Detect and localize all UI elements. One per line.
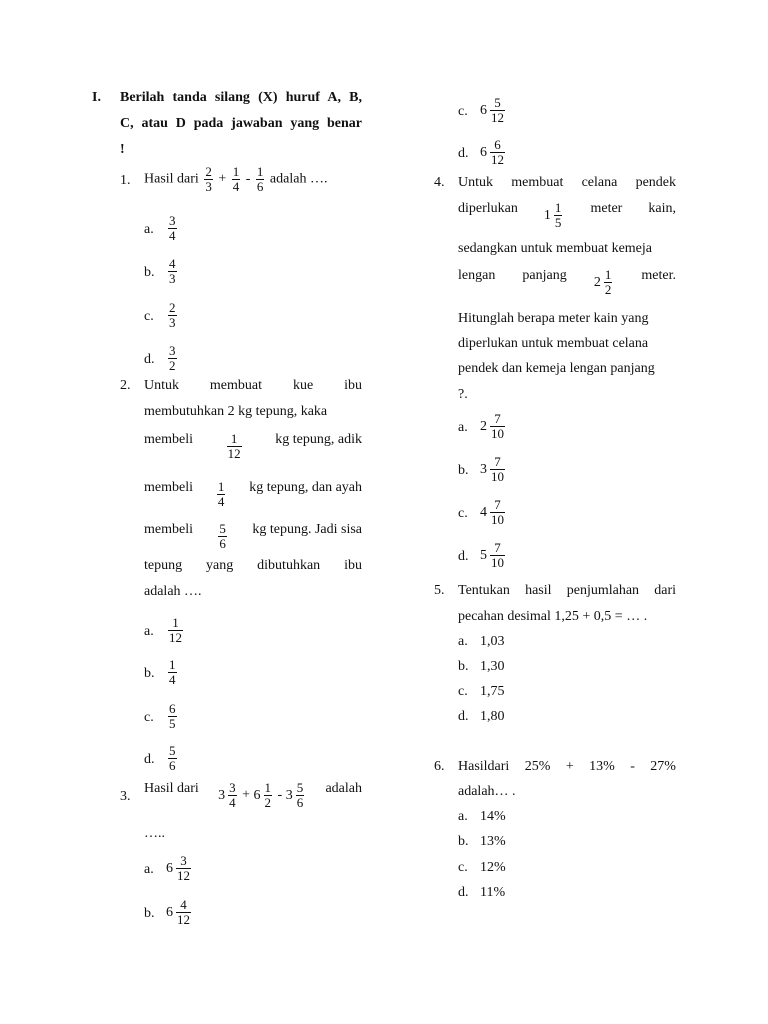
option-value [480,498,507,527]
text: 14% [480,809,506,824]
denominator: 12 [491,152,504,167]
text: panjang [522,268,567,283]
option-letter: b. [458,659,469,674]
denominator: 10 [491,426,504,441]
numerator: 7 [494,454,501,469]
option-value [166,344,179,373]
numerator: 3 [169,343,176,358]
denominator: 6 [296,795,304,810]
fraction [232,165,241,194]
question-number: 3. [120,789,131,804]
text: kg tepung. Jadi sisa [252,522,362,537]
text: 1,30 [480,659,505,674]
numerator: 2 [169,300,176,315]
numerator: 1 [172,615,179,630]
option-letter: a. [144,862,154,877]
numerator: 5 [169,743,176,758]
numerator: 1 [232,164,240,179]
numerator: 3 [180,853,187,868]
text: membeli [144,522,193,537]
fraction [217,480,226,509]
option-letter: b. [458,463,469,478]
fraction [176,854,191,883]
numerator: 5 [296,780,304,795]
denominator: 4 [217,494,225,509]
numerator: 7 [494,411,501,426]
option-letter: c. [144,710,154,725]
numerator: 7 [494,540,501,555]
text-line [144,480,362,509]
question-text-line [144,558,362,574]
question-text-line: membutuhkan 2 kg tepung, kaka [144,404,328,419]
option-letter: d. [458,885,469,900]
option-value [480,684,505,700]
word: membuat [209,378,263,393]
word: Untuk [144,378,179,393]
question-1-stem [144,165,327,194]
option-value [480,860,506,876]
option-value [166,744,179,773]
denominator: 4 [169,672,176,687]
option-value [480,96,507,125]
numerator: 1 [264,780,272,795]
numerator: 4 [180,897,187,912]
text: adalah [325,781,362,796]
question-text-line: pecahan desimal 1,25 + 0,5 = … . [458,609,648,624]
option-value [166,301,179,330]
denominator: 12 [491,110,504,125]
question-text-line: sedangkan untuk membuat kemeja [458,241,652,256]
question-text-line: adalah …. [144,584,202,599]
text: 13% [480,834,506,849]
option-letter: a. [458,420,468,435]
word: penjumlahan [566,583,640,598]
question-text-line [458,759,676,775]
numerator: 5 [219,521,226,536]
question-text-line: adalah… . [458,784,516,799]
mixed-number [480,412,507,441]
denominator: 4 [169,228,176,243]
option-letter: d. [458,709,469,724]
fraction [228,781,237,810]
denominator: 2 [264,795,272,810]
text: adalah …. [266,171,328,187]
option-letter: a. [144,222,154,237]
mixed-number [480,498,507,527]
fraction [168,616,183,645]
word: membuat [511,175,564,190]
text: 1,03 [480,634,505,649]
word: dibutuhkan [257,558,321,573]
question-text-line: diperlukan untuk membuat celana [458,336,649,351]
fraction [176,898,191,927]
word: - [630,759,635,774]
denominator: 12 [169,630,182,645]
word: yang [206,558,234,573]
whole-part: 3 [480,461,487,477]
question-text-line [144,378,362,394]
word: 27% [650,759,676,774]
text-line [458,268,676,297]
word: tepung [144,558,183,573]
fraction [554,201,563,230]
mixed-number [286,781,307,810]
text-line [458,201,676,230]
numerator: 6 [494,137,501,152]
mixed-number [218,781,239,810]
question-text-line: Hitunglah berapa meter kain yang [458,311,649,326]
option-letter: c. [458,506,468,521]
text-line [144,432,362,461]
numerator: 1 [217,479,225,494]
denominator: 3 [169,315,176,330]
numerator: 3 [169,213,176,228]
question-number: 4. [434,175,445,190]
option-value [480,455,507,484]
mixed-number [594,268,615,297]
whole-part: 5 [480,547,487,563]
denominator: 6 [169,758,176,773]
whole-part: 6 [166,860,173,876]
option-value [480,659,505,675]
denominator: 5 [169,716,176,731]
numerator: 6 [169,701,176,716]
word: + [565,759,574,774]
fraction [264,781,273,810]
option-letter: b. [144,906,155,921]
question-number: 1. [120,173,131,188]
option-value [480,709,505,725]
option-letter: b. [144,666,155,681]
option-value [480,809,506,825]
whole-part: 3 [285,787,293,803]
text: membeli [144,480,193,495]
question-number: 5. [434,583,445,598]
mixed-number [254,781,275,810]
mixed-number [166,854,193,883]
text: 1,80 [480,709,505,724]
fraction [604,268,613,297]
text: + [238,787,254,803]
whole-part: 6 [166,904,173,920]
denominator: 12 [177,868,190,883]
text: meter. [641,268,676,283]
option-letter: c. [458,860,468,875]
option-letter: a. [458,634,468,649]
fraction [204,165,213,194]
option-letter: b. [458,834,469,849]
question-text-line: ….. [144,826,165,841]
fraction [296,781,305,810]
option-letter: c. [458,104,468,119]
denominator: 6 [219,536,226,551]
question-text-line: pendek dan kemeja lengan panjang [458,361,655,376]
denominator: 12 [177,912,190,927]
numerator: 2 [205,164,212,179]
question-text-line: ?. [458,387,468,402]
denominator: 3 [205,179,212,194]
option-value [166,898,193,927]
word: 13% [589,759,615,774]
whole-part: 6 [480,102,487,118]
fraction [490,412,505,441]
denominator: 2 [604,282,612,297]
denominator: 10 [491,469,504,484]
mixed-number [480,455,507,484]
option-value [166,854,193,883]
numerator: 3 [229,780,236,795]
question-number: 6. [434,759,445,774]
option-letter: c. [458,684,468,699]
whole-part: 3 [218,787,226,803]
word: ibu [344,558,362,573]
option-value [166,616,185,645]
mixed-number [166,898,193,927]
fraction [168,702,177,731]
text: 1,75 [480,684,505,699]
denominator: 12 [227,446,241,461]
fraction [490,455,505,484]
question-number: 2. [120,378,131,393]
denominator: 5 [554,215,562,230]
question-3-stem [144,781,362,810]
numerator: 7 [494,497,501,512]
text: 12% [480,860,506,875]
word: Tentukan [458,583,510,598]
option-value [166,257,179,286]
whole-part: 6 [253,787,261,803]
option-value [480,412,507,441]
word: hasil [525,583,552,598]
text: 11% [480,885,506,900]
denominator: 3 [169,271,176,286]
word: celana [581,175,618,190]
fraction [490,96,505,125]
mixed-number [480,541,507,570]
denominator: 10 [491,512,504,527]
option-value [480,834,506,850]
denominator: 10 [491,555,504,570]
mixed-number [480,138,507,167]
whole-part: 2 [480,418,487,434]
option-value [480,138,507,167]
question-text-line [458,583,676,599]
fraction [168,301,177,330]
numerator: 1 [169,657,176,672]
numerator: 5 [494,95,501,110]
text: Hasil dari [144,781,199,796]
word: kue [292,378,314,393]
option-value [480,885,505,901]
text: meter [590,201,623,216]
text: kg tepung, adik [275,432,362,447]
fraction [168,214,177,243]
denominator: 2 [169,358,176,373]
text: Hasil dari [144,171,203,187]
option-value [166,214,179,243]
fraction [227,432,242,461]
whole-part: 4 [480,504,487,520]
fraction [490,541,505,570]
fraction [168,344,177,373]
fraction [218,522,227,551]
section-number: I. [92,90,101,105]
word: Untuk [458,175,493,190]
question-text-line [458,175,676,191]
text: kg tepung, dan ayah [249,480,362,495]
fraction [256,165,265,194]
text-line [144,522,362,551]
word: pendek [635,175,676,190]
option-letter: d. [144,352,155,367]
fraction [490,498,505,527]
fraction [168,658,177,687]
expression [218,781,306,810]
text: diperlukan [458,201,518,216]
whole-part: 1 [543,207,551,223]
word: 25% [524,759,551,774]
option-letter: a. [144,624,154,639]
option-letter: d. [458,146,469,161]
instruction-line: C, atau D pada jawaban yang benar [120,116,362,131]
text: - [274,787,286,803]
instruction-line: ! [120,142,125,157]
option-letter: b. [144,265,155,280]
denominator: 4 [232,179,240,194]
option-value [480,541,507,570]
denominator: 4 [229,795,236,810]
text: lengan [458,268,496,283]
word: dari [654,583,676,598]
text: - [242,171,254,187]
numerator: 1 [554,200,562,215]
option-letter: c. [144,309,154,324]
fraction [168,257,177,286]
option-letter: d. [144,752,155,767]
mixed-number [544,201,565,230]
fraction [490,138,505,167]
fraction [168,744,177,773]
numerator: 1 [230,431,238,446]
word: ibu [344,378,362,393]
option-value [166,658,179,687]
option-letter: a. [458,809,468,824]
whole-part: 6 [480,144,487,160]
whole-part: 2 [593,274,601,290]
numerator: 4 [169,256,176,271]
word: Hasildari [458,759,510,774]
mixed-number [480,96,507,125]
option-value [480,634,505,650]
option-letter: d. [458,549,469,564]
denominator: 6 [256,179,264,194]
text: membeli [144,432,193,447]
instruction-line: Berilah tanda silang (X) huruf A, B, [120,90,362,105]
option-value [166,702,179,731]
numerator: 1 [604,267,612,282]
numerator: 1 [256,164,264,179]
text: kain, [648,201,676,216]
text: + [214,171,230,187]
